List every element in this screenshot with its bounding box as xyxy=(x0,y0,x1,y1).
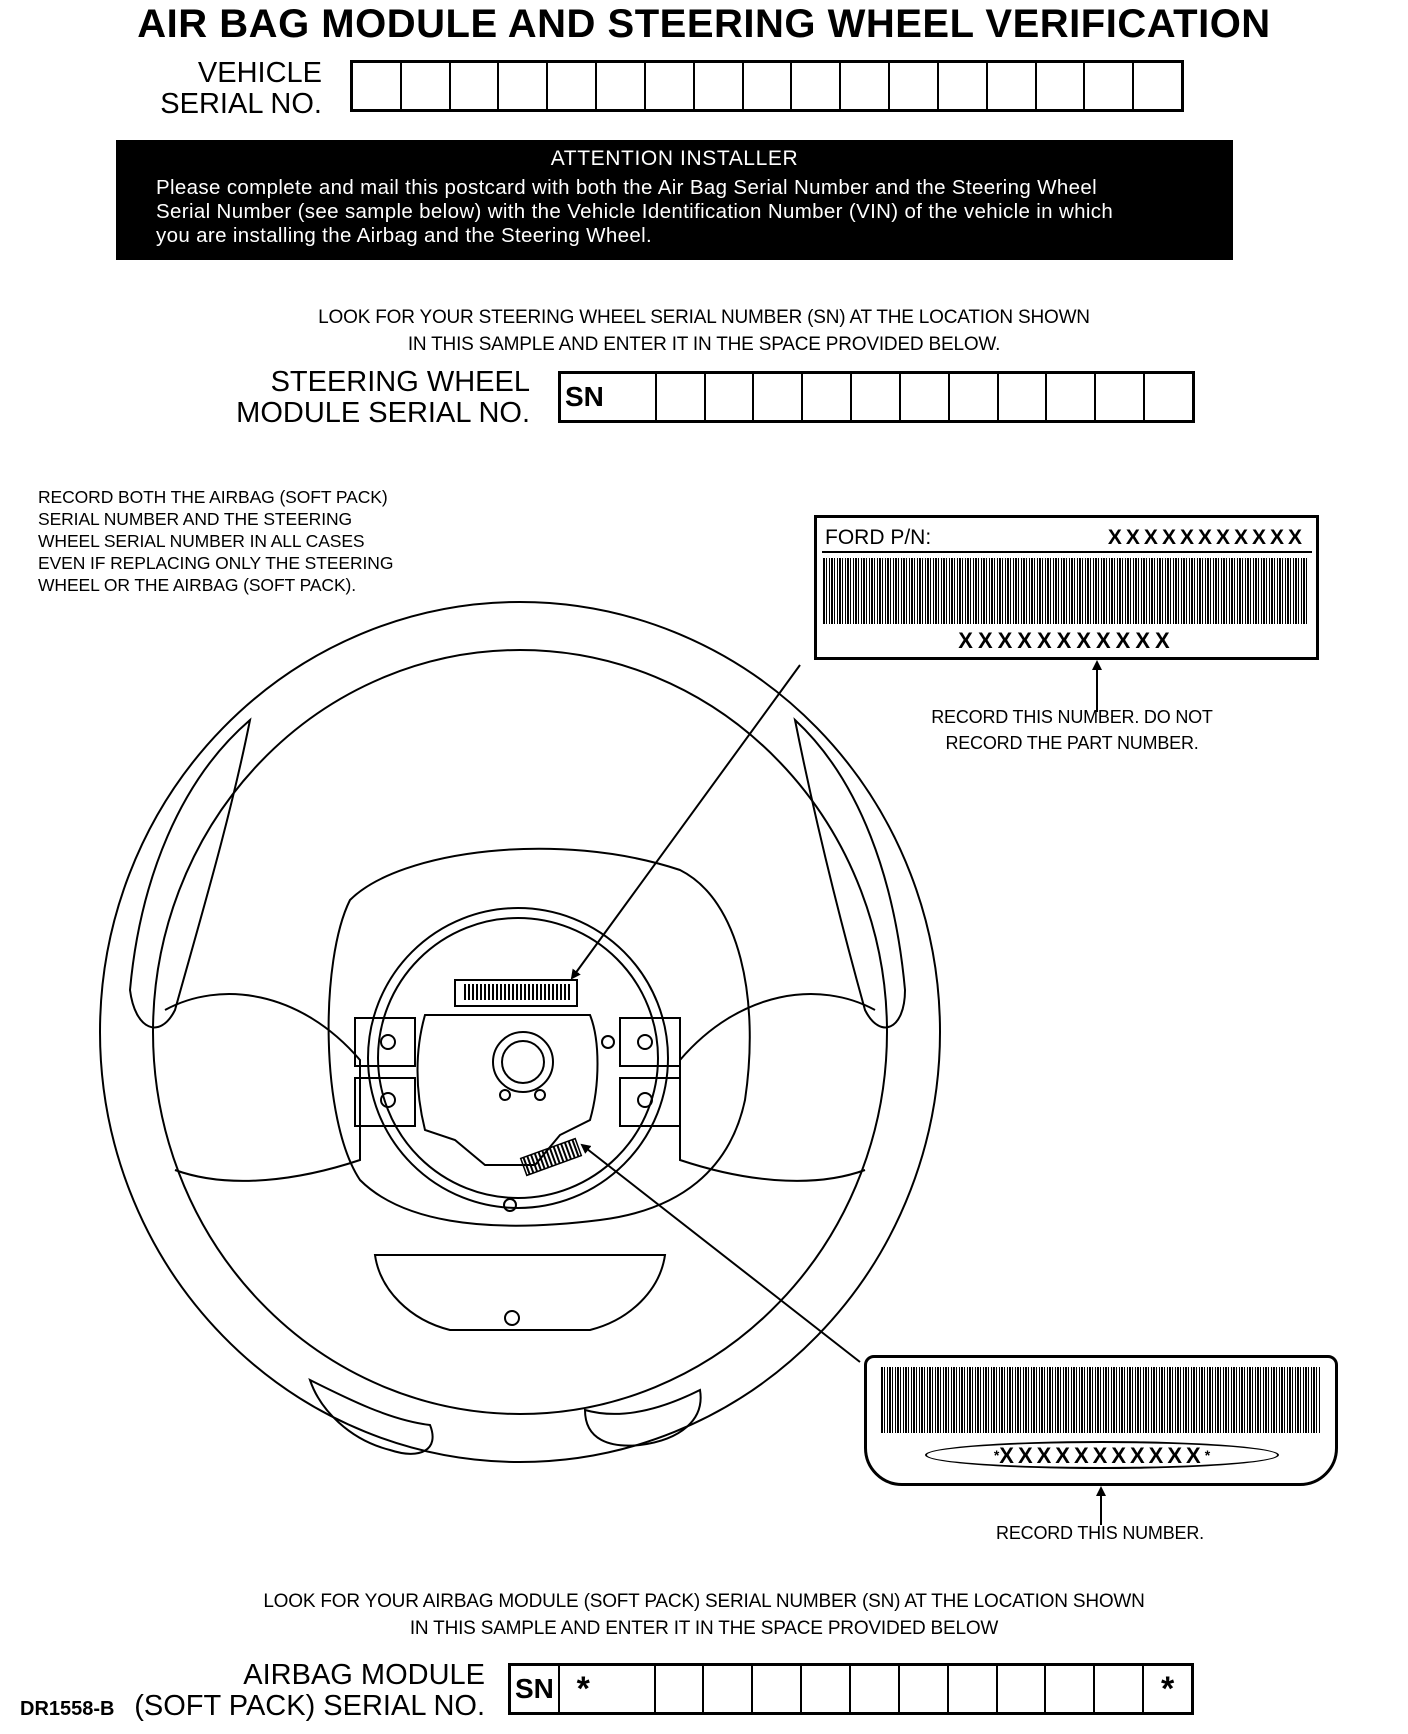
arrow-to-wheel-label xyxy=(572,665,800,978)
airbag-instructions xyxy=(0,1588,1408,1642)
attention-line-1: Please complete and mail this postcard with both the Air Bag Serial Number and the Steering Wheel xyxy=(156,176,1097,199)
vehicle-serial-label-line1: VEHICLE xyxy=(197,57,322,89)
airbag-label-serial: XXXXXXXXXXX xyxy=(999,1443,1205,1468)
airbag-serial-digit-box[interactable] xyxy=(751,1666,800,1712)
bolt-hole-4 xyxy=(638,1093,652,1107)
column-hole-inner xyxy=(502,1041,544,1083)
steering-label-serial: XXXXXXXXXXX xyxy=(958,628,1175,653)
record-note-line3: WHEEL SERIAL NUMBER IN ALL CASES xyxy=(38,531,365,551)
lower-trim xyxy=(375,1255,665,1330)
lower-bolt xyxy=(505,1311,519,1325)
ford-pn-label: FORD P/N: xyxy=(825,526,932,549)
airbag-serial-digit-box[interactable] xyxy=(1044,1666,1093,1712)
ford-pn-value: XXXXXXXXXXX xyxy=(1107,526,1306,549)
left-bracket xyxy=(355,1018,415,1066)
airbag-serial-label-line1: AIRBAG MODULE xyxy=(243,1659,485,1691)
record-note-line4: EVEN IF REPLACING ONLY THE STEERING xyxy=(38,553,394,573)
bolt-hole-6 xyxy=(504,1199,516,1211)
hub-ring-inner xyxy=(378,918,658,1198)
bolt-hole-7 xyxy=(500,1090,510,1100)
airbag-serial-digit-box[interactable] xyxy=(947,1666,996,1712)
airbag-serial-label-line2: (SOFT PACK) SERIAL NO. xyxy=(134,1690,485,1722)
bolt-hole-2 xyxy=(381,1093,395,1107)
lower-left-grip xyxy=(310,1380,433,1454)
record-note-line5: WHEEL OR THE AIRBAG (SOFT PACK). xyxy=(38,575,357,595)
lower-right-grip xyxy=(585,1390,701,1446)
airbag-serial-digit-box[interactable] xyxy=(849,1666,898,1712)
wheel-airbag-barcode xyxy=(521,1139,582,1176)
airbag-serial-field[interactable] xyxy=(508,1663,1194,1715)
airbag-serial-digit-box[interactable] xyxy=(898,1666,947,1712)
airbag-instructions-line2: IN THIS SAMPLE AND ENTER IT IN THE SPACE PROVIDED BELOW xyxy=(409,1618,999,1639)
callout2-line1: RECORD THIS NUMBER. xyxy=(996,1523,1204,1543)
hub-ring-outer xyxy=(368,908,668,1208)
callout1-line2: RECORD THE PART NUMBER. xyxy=(945,733,1199,753)
end-star-cell: * xyxy=(1142,1666,1191,1712)
left-spoke xyxy=(165,994,360,1181)
vehicle-serial-label-line2: SERIAL NO. xyxy=(160,88,322,120)
bolt-hole-5 xyxy=(602,1036,614,1048)
attention-heading: ATTENTION INSTALLER xyxy=(550,147,799,170)
steering-serial-label-line1: STEERING WHEEL xyxy=(270,366,530,398)
right-spoke xyxy=(680,994,875,1181)
sn-prefix-cell: SN xyxy=(514,1673,554,1704)
bolt-hole-8 xyxy=(535,1090,545,1100)
attention-line-3: you are installing the Airbag and the Steering Wheel. xyxy=(156,224,653,247)
bolt-hole-3 xyxy=(638,1035,652,1049)
star-mark-left: * xyxy=(993,1447,1000,1463)
airbag-instructions-line1: LOOK FOR YOUR AIRBAG MODULE (SOFT PACK) SERIAL NUMBER (SN) AT THE LOCATION SHOWN xyxy=(263,1591,1145,1612)
airbag-serial-digit-box[interactable] xyxy=(800,1666,849,1712)
wheel-label-barcode-bars xyxy=(462,984,570,1000)
airbag-serial-digit-box[interactable] xyxy=(607,1666,654,1712)
callout1-line1: RECORD THIS NUMBER. DO NOT xyxy=(931,707,1213,727)
bolt-hole-1 xyxy=(381,1035,395,1049)
attention-line-2: Serial Number (see sample below) with the Vehicle Identification Number (VIN) of the vehicle in which xyxy=(156,200,1114,223)
steering-instructions-line2: IN THIS SAMPLE AND ENTER IT IN THE SPACE PROVIDED BELOW. xyxy=(407,334,1001,355)
steering-serial-label-line2: MODULE SERIAL NO. xyxy=(236,397,530,429)
steering-instructions-line1: LOOK FOR YOUR STEERING WHEEL SERIAL NUMBER (SN) AT THE LOCATION SHOWN xyxy=(318,307,1090,328)
airbag-serial-label xyxy=(100,1660,485,1722)
airbag-serial-digit-box[interactable] xyxy=(1093,1666,1142,1712)
right-bracket xyxy=(620,1018,680,1066)
star-mark-right: * xyxy=(1204,1447,1211,1463)
sn-prefix-cell: SN xyxy=(564,381,604,412)
record-note-line1: RECORD BOTH THE AIRBAG (SOFT PACK) xyxy=(38,487,388,507)
airbag-serial-digit-box[interactable] xyxy=(702,1666,751,1712)
drawing-number: DR1558-B xyxy=(20,1698,115,1720)
airbag-serial-digit-box[interactable] xyxy=(654,1666,703,1712)
page-title: AIR BAG MODULE AND STEERING WHEEL VERIFICATION xyxy=(137,2,1271,46)
record-note-line2: SERIAL NUMBER AND THE STEERING xyxy=(38,509,353,529)
start-star-cell: * xyxy=(558,1666,607,1712)
airbag-serial-digit-box[interactable] xyxy=(996,1666,1045,1712)
